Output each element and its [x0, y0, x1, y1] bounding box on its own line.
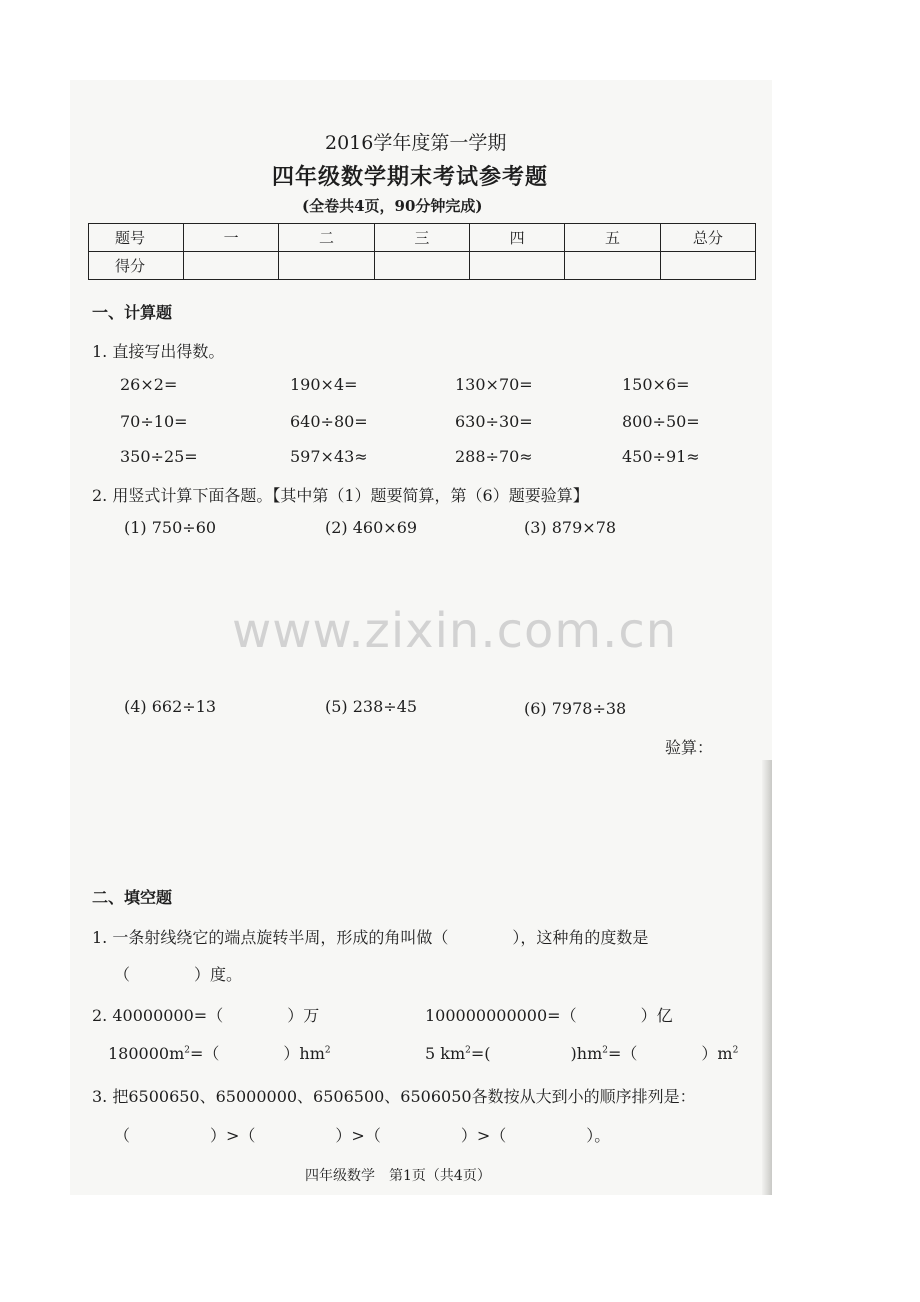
calc-item: 800÷50= — [622, 412, 700, 431]
s1-q1-label: 1. 直接写出得数。 — [92, 342, 225, 361]
section1-title: 一、计算题 — [92, 303, 173, 322]
page-edge-shadow — [762, 760, 772, 1195]
vertical-calc-item: (2) 460×69 — [325, 518, 418, 537]
calc-item: 450÷91≈ — [622, 447, 700, 466]
watermark: www.zixin.com.cn — [232, 603, 678, 659]
score-table-cell: 二 — [279, 224, 374, 252]
score-table-cell: 三 — [374, 224, 469, 252]
s2-q2-part-a: 2. 40000000=（ ）万 — [92, 1006, 320, 1025]
score-cell-total[interactable] — [660, 252, 755, 280]
calc-item: 597×43≈ — [290, 447, 368, 466]
score-table-cell: 五 — [565, 224, 660, 252]
calc-item: 70÷10= — [120, 412, 188, 431]
s2-q2-part-b: 100000000000=（ ）亿 — [425, 1006, 673, 1025]
vertical-calc-item: (1) 750÷60 — [124, 518, 217, 537]
score-table-score-row — [89, 252, 756, 280]
s2-q3-line2: （ ）>（ ）>（ ）>（ ）。 — [114, 1126, 611, 1145]
score-table-header-row — [89, 224, 756, 252]
calc-item: 630÷30= — [455, 412, 533, 431]
section2-title: 二、填空题 — [92, 888, 173, 907]
calc-item: 640÷80= — [290, 412, 368, 431]
s2-q1-line1: 1. 一条射线绕它的端点旋转半周，形成的角叫做（ ），这种角的度数是 — [92, 928, 649, 947]
vertical-calc-item: (4) 662÷13 — [124, 697, 217, 716]
score-cell-3[interactable] — [374, 252, 469, 280]
s2-q2-part-d: 5 $km^2=$( )$hm^2=$（ ）$m^2$ — [425, 1044, 739, 1063]
score-table-cell: 题号 — [89, 224, 184, 252]
score-table — [88, 223, 756, 280]
calc-item: 350÷25= — [120, 447, 198, 466]
exam-subtitle: (全卷共4页，90分钟完成) — [302, 197, 483, 215]
calc-item: 130×70= — [455, 375, 533, 394]
term-line: 2016学年度第一学期 — [325, 132, 507, 154]
s2-q2-part-c: $180000m^2=$（ ）$hm^2$ — [108, 1044, 331, 1063]
score-table-cell: 四 — [469, 224, 564, 252]
calc-item: 26×2= — [120, 375, 178, 394]
score-cell-1[interactable] — [184, 252, 279, 280]
calc-item: 190×4= — [290, 375, 358, 394]
vertical-calc-item: (6) 7978÷38 — [524, 699, 627, 718]
s2-q3-line1: 3. 把6500650、65000000、6506500、6506050各数按从大到小的顺序排列是： — [92, 1087, 696, 1106]
exam-title: 四年级数学期末考试参考题 — [272, 164, 549, 190]
score-table-cell: 一 — [184, 224, 279, 252]
calc-item: 150×6= — [622, 375, 690, 394]
score-table-cell: 总分 — [660, 224, 755, 252]
page-footer: 四年级数学 第1页（共4页） — [305, 1168, 491, 1184]
score-cell-4[interactable] — [469, 252, 564, 280]
s1-q2-label: 2. 用竖式计算下面各题。【其中第（1）题要简算，第（6）题要验算】 — [92, 486, 589, 505]
calc-item: 288÷70≈ — [455, 447, 533, 466]
check-label: 验算： — [665, 738, 714, 757]
vertical-calc-item: (3) 879×78 — [524, 518, 617, 537]
score-cell-2[interactable] — [279, 252, 374, 280]
vertical-calc-item: (5) 238÷45 — [325, 697, 418, 716]
s2-q1-line2: （ ）度。 — [114, 965, 243, 984]
score-cell-5[interactable] — [565, 252, 660, 280]
score-row-label: 得分 — [89, 252, 184, 280]
